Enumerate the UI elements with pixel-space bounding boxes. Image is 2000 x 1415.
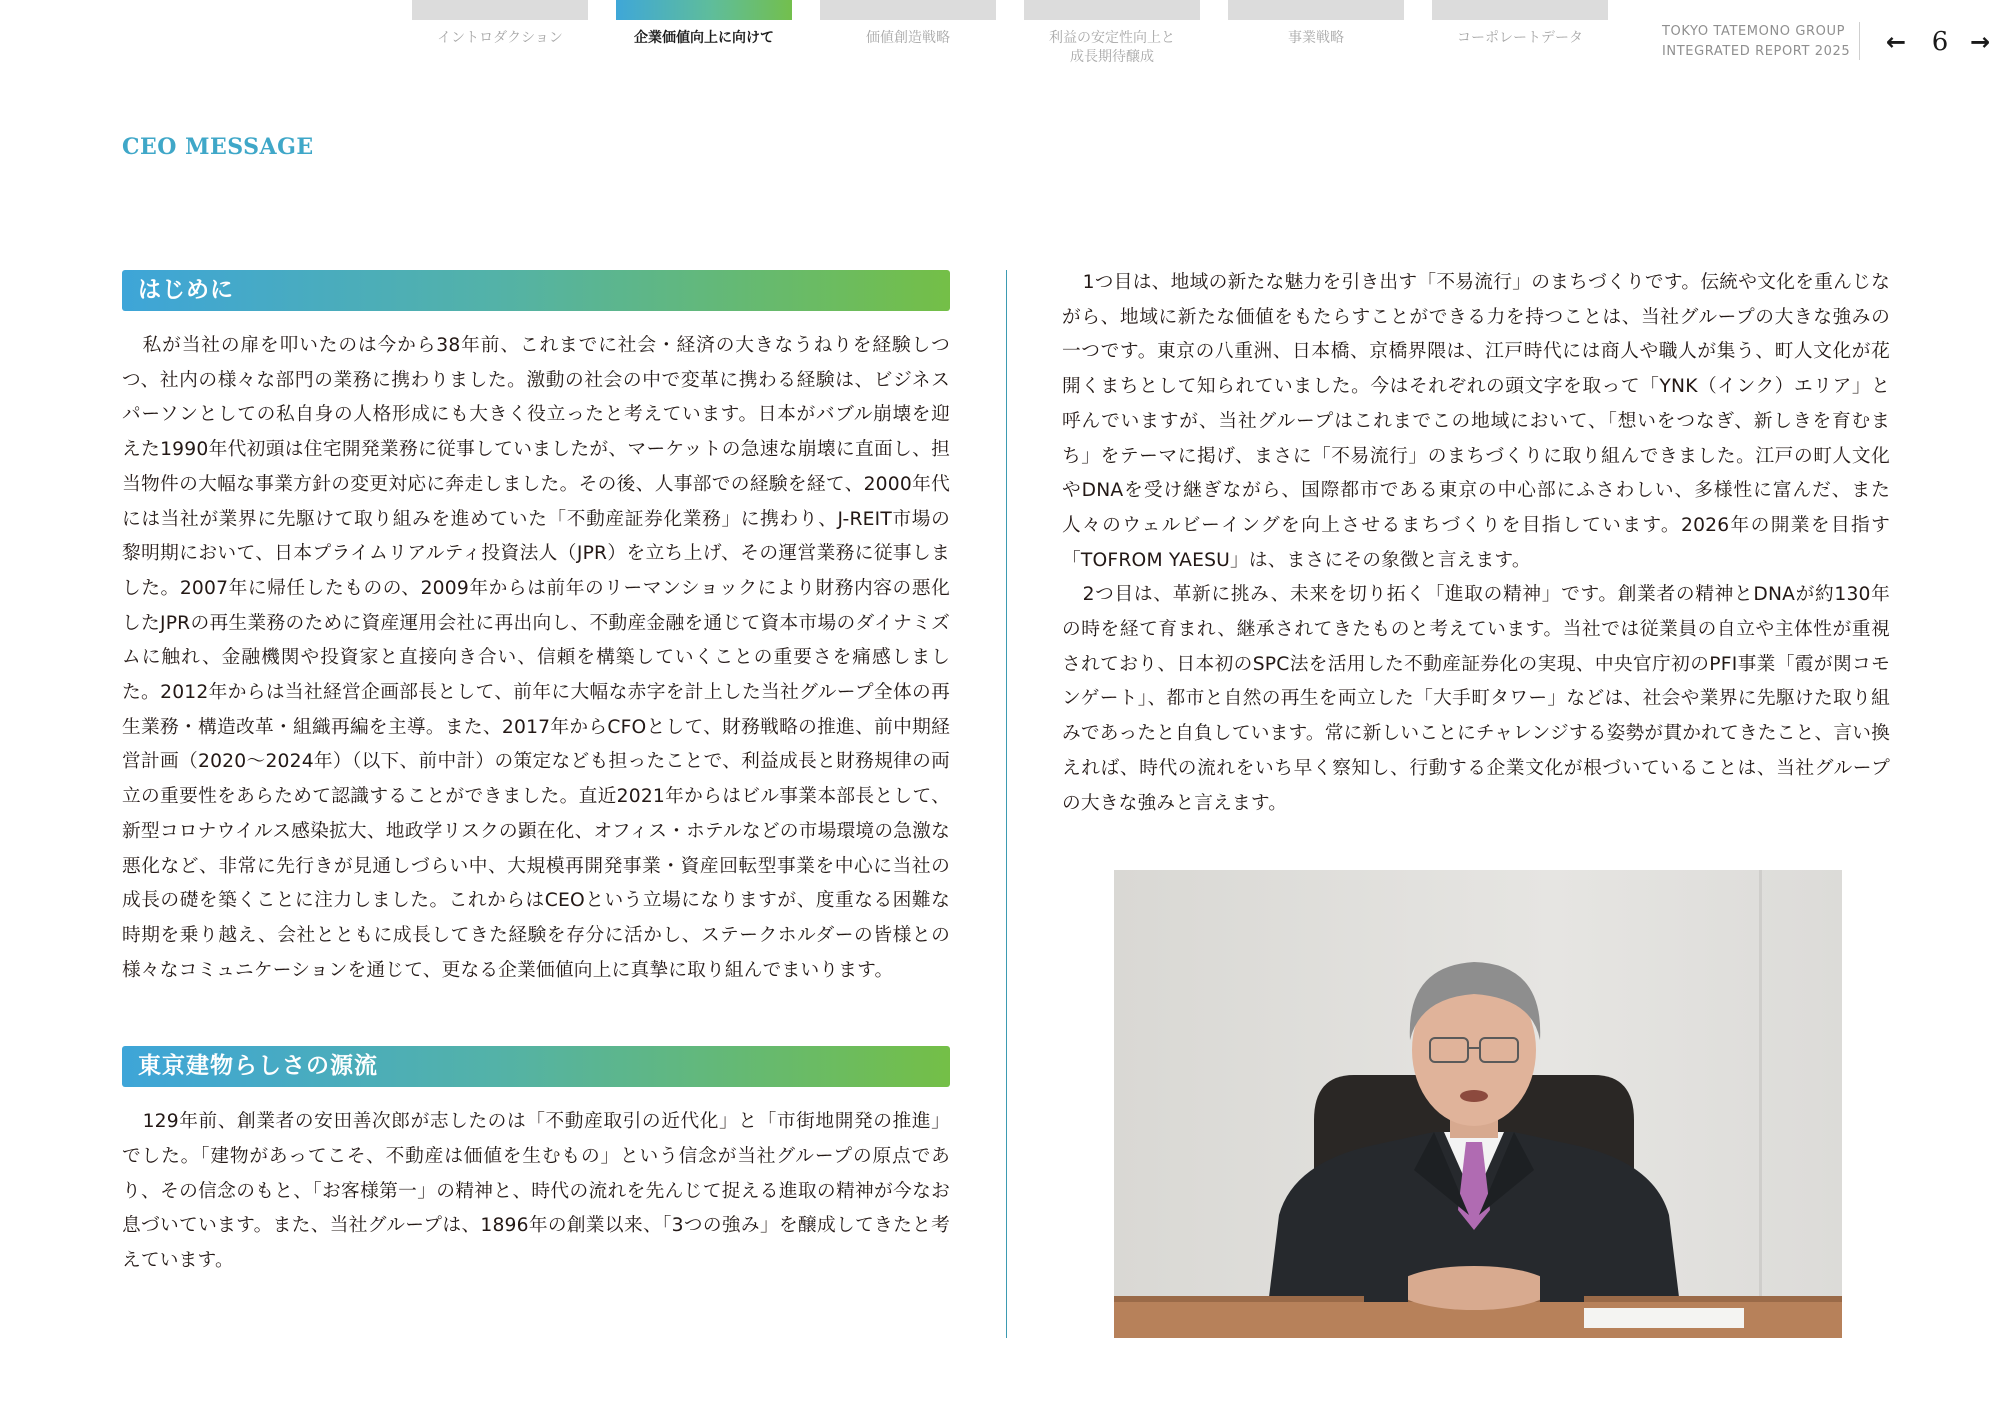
body-paragraph: 129年前、創業者の安田善次郎が志したのは「不動産取引の近代化」と「市街地開発の推進」でした。「建物があってこそ、不動産は価値を生むもの」という信念が当社グループの原点であり、その信念のもと、「お客様第一」の精神と、時代の流れを先んじて捉える進取の精神が今なお息づいています。また、当社グループは、1896年の創業以来、「3つの強み」を醸成してきたと考えています。 xyxy=(122,1111,950,1272)
page-number: 6 xyxy=(1931,27,1949,57)
report-title-line1: TOKYO TATEMONO GROUP xyxy=(1662,24,1846,39)
nav-tab-value-creation[interactable] xyxy=(820,0,996,48)
nav-tab-business-strategy[interactable] xyxy=(1228,0,1404,48)
nav-tab-label: 企業価値向上に向けて xyxy=(634,30,774,46)
section-heading-origin: 東京建物らしさの源流 xyxy=(122,1046,950,1087)
right-column xyxy=(1062,266,1890,821)
ceo-portrait-photo xyxy=(1114,870,1842,1338)
body-paragraph: 私が当社の扉を叩いたのは今から38年前、これまでに社会・経済の大きなうねりを経験しつつ、社内の様々な部門の業務に携わりました。激動の社会の中で変革に携わる経験は、ビジネスパーソンとしての私自身の人格形成にも大きく役立ったと考えています。日本がバブル崩壊を迎えた1990年代初頭は住宅開発業務に従事していましたが、マーケットの急速な崩壊に直面し、担当物件の大幅な事業方針の変更対応に奔走しました。その後、人事部での経験を経て、2000年代には当社が業界に先駆けて取り組みを進めていた「不動産証券化業務」に携わり、J-REIT市場の黎明期において、日本プライムリアルティ投資法人（JPR）を立ち上げ、その運営業務に従事しました。2007年に帰任したものの、2009年からは前年のリーマンショックにより財務内容の悪化したJPRの再生業務のために資産運用会社に再出向し、不動産金融を通じて資本市場のダイナミズムに触れ、金融機関や投資家と直接向き合い、信頼を構築していくことの重要さを痛感しました。2012年からは当社経営企画部長として、前年に大幅な赤字を計上した当社グループ全体の再生業務・構造改革・組織再編を主導。また、2017年からCFOとして、財務戦略の推進、前中期経営計画（2020〜2024年）（以下、前中計）の策定なども担ったことで、利益成長と財務規律の両立の重要性をあらためて認識することができました。直近2021年からはビル事業本部長として、新型コロナウイルス感染拡大、地政学リスクの顕在化、オフィス・ホテルなどの市場環境の急激な悪化など、非常に先行きが見通しづらい中、大規模再開発事業・資産回転型事業を中心に当社の成長の礎を築くことに注力しました。これからはCEOという立場になりますが、度重なる困難な時期を乗り越え、会社とともに成長してきた経験を存分に活かし、ステークホルダーの皆様との様々なコミュニケーションを通じて、更なる企業価値向上に真摯に取り組んでまいります。 xyxy=(122,335,950,981)
nav-tab-bar xyxy=(1024,0,1200,20)
nav-tab-bar xyxy=(412,0,588,20)
arrow-left-icon[interactable]: ← xyxy=(1886,28,1907,56)
nav-tab-bar xyxy=(820,0,996,20)
nav-tab-corporate-data[interactable] xyxy=(1432,0,1608,48)
report-title-line2: INTEGRATED REPORT 2025 xyxy=(1662,44,1851,59)
nav-tab-label: 利益の安定性向上と 成長期待醸成 xyxy=(1049,30,1175,65)
nav-tab-label: イントロダクション xyxy=(437,30,563,46)
nav-tab-bar xyxy=(1432,0,1608,20)
nav-tab-bar xyxy=(616,0,792,20)
body-paragraph: 1つ目は、地域の新たな魅力を引き出す「不易流行」のまちづくりです。伝統や文化を重んじながら、地域に新たな価値をもたらすことができる力を持つことは、当社グループの大きな強みの一つです。東京の八重洲、日本橋、京橋界隈は、江戸時代には商人や職人が集う、町人文化が花開くまちとして知られていました。今はそれぞれの頭文字を取って「YNK（インク）エリア」と呼んでいますが、当社グループはこれまでこの地域において、「想いをつなぎ、新しきを育むまち」をテーマに掲げ、まさに「不易流行」のまちづくりに取り組んできました。江戸の町人文化やDNAを受け継ぎながら、国際都市である東京の中心部にふさわしい、多様性に富んだ、また人々のウェルビーイングを向上させるまちづくりを目指しています。2026年の開業を目指す「TOFROM YAESU」は、まさにその象徴と言えます。 xyxy=(1062,272,1890,571)
section-heading-introduction: はじめに xyxy=(122,270,950,311)
left-column xyxy=(122,270,950,1279)
nav-tab-label: 価値創造戦略 xyxy=(866,30,950,46)
arrow-right-icon[interactable]: → xyxy=(1970,28,1991,56)
nav-tab-enterprise-value[interactable] xyxy=(616,0,792,48)
section-label: CEO MESSAGE xyxy=(122,134,314,160)
nav-tab-introduction[interactable] xyxy=(412,0,588,48)
nav-tab-profit-stability[interactable] xyxy=(1024,0,1200,67)
header-divider xyxy=(1859,22,1860,60)
nav-tab-bar xyxy=(1228,0,1404,20)
column-divider xyxy=(1006,270,1007,1338)
report-title xyxy=(1662,22,1850,62)
body-paragraph: 2つ目は、革新に挑み、未来を切り拓く「進取の精神」です。創業者の精神とDNAが約130年の時を経て育まれ、継承されてきたものと考えています。当社では従業員の自立や主体性が重視されており、日本初のSPC法を活用した不動産証券化の実現、中央官庁初のPFI事業「霞が関コモンゲート」、都市と自然の再生を両立した「大手町タワー」などは、社会や業界に先駆けた取り組みであったと自負しています。常に新しいことにチャレンジする姿勢が貫かれてきたこと、言い換えれば、時代の流れをいち早く察知し、行動する企業文化が根づいていることは、当社グループの大きな強みと言えます。 xyxy=(1062,584,1890,814)
nav-tab-label: 事業戦略 xyxy=(1288,30,1344,46)
nav-tab-label: コーポレートデータ xyxy=(1457,30,1583,46)
